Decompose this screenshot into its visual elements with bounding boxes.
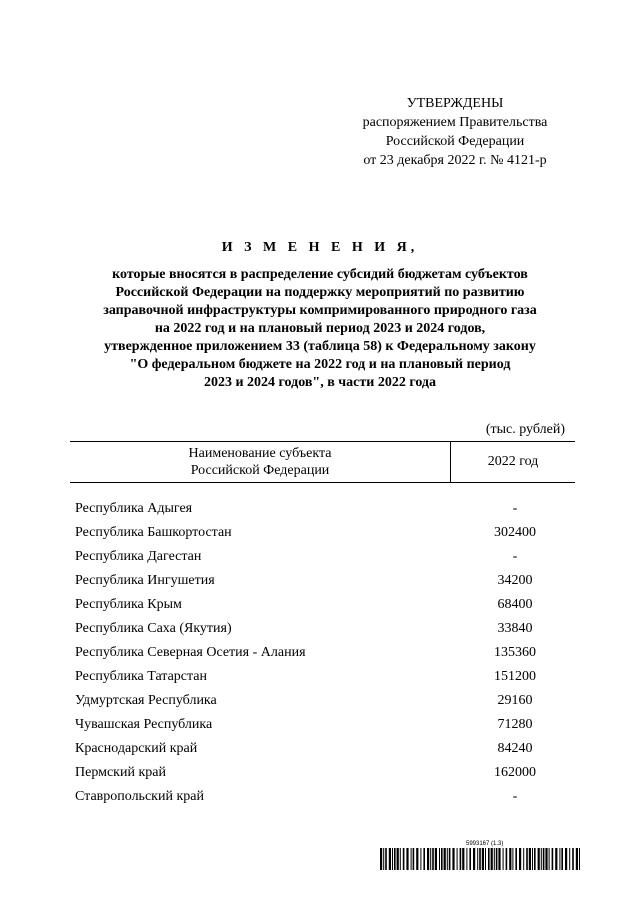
table-row: [75, 545, 575, 569]
region-name: Республика Башкортостан: [75, 525, 232, 540]
table-row: [75, 569, 575, 593]
table-row: [75, 641, 575, 665]
region-value: 33840: [497, 621, 533, 636]
approval-line-2: Российской Федерации: [385, 134, 525, 149]
region-value: 162000: [494, 765, 536, 780]
table-row: [75, 761, 575, 785]
subtitle-line: утвержденное приложением 33 (таблица 58) к Федеральному закону: [104, 339, 536, 354]
table-row: [75, 497, 575, 521]
region-name: Республика Татарстан: [75, 669, 208, 684]
region-value: 84240: [497, 741, 533, 756]
barcode: [380, 840, 580, 875]
column-header-name-line-1: Наименование субъекта: [188, 446, 332, 461]
table-row: [75, 593, 575, 617]
region-name: Республика Дагестан: [75, 549, 202, 564]
region-value: -: [512, 501, 518, 516]
region-value: 29160: [497, 693, 533, 708]
column-header-year: 2022 год: [450, 442, 575, 482]
region-value: 151200: [494, 669, 536, 684]
document-subtitle: [70, 266, 570, 392]
region-value: -: [512, 549, 518, 564]
table-body: [75, 497, 575, 809]
subtitle-line: заправочной инфраструктуры компримированного природного газа: [103, 303, 537, 318]
column-header-name: [70, 442, 450, 482]
subtitle-line: на 2022 год и на плановый период 2023 и 2024 годов,: [154, 321, 486, 336]
approval-line-3: от 23 декабря 2022 г. № 4121-р: [363, 153, 547, 168]
region-value: 135360: [494, 645, 536, 660]
table-row: [75, 785, 575, 809]
region-name: Краснодарский край: [75, 741, 198, 756]
region-name: Удмуртская Республика: [75, 693, 217, 708]
barcode-number: 5993167 (1.3): [466, 841, 504, 847]
region-name: Республика Крым: [75, 597, 182, 612]
region-name: Республика Ингушетия: [75, 573, 215, 588]
approval-block: [330, 94, 580, 170]
region-value: 71280: [497, 717, 533, 732]
subtitle-line: Российской Федерации на поддержку мероприятий по развитию: [115, 285, 525, 300]
table-row: [75, 665, 575, 689]
region-name: Республика Адыгея: [75, 501, 193, 516]
document-title: И З М Е Н Е Н И Я,: [221, 240, 419, 255]
table-row: [75, 617, 575, 641]
region-name: Чувашская Республика: [75, 717, 213, 732]
subtitle-line: "О федеральном бюджете на 2022 год и на плановый период: [129, 357, 511, 372]
table-row: [75, 521, 575, 545]
region-name: Пермский край: [75, 765, 166, 780]
subtitle-line: 2023 и 2024 годов", в части 2022 года: [203, 375, 437, 390]
region-name: Ставропольский край: [75, 789, 204, 804]
document-heading: [70, 240, 570, 392]
table-row: [75, 689, 575, 713]
table-row: [75, 713, 575, 737]
region-value: -: [512, 789, 518, 804]
subtitle-line: которые вносятся в распределение субсидий бюджетам субъектов: [112, 267, 528, 282]
region-value: 68400: [497, 597, 533, 612]
approval-line-1: распоряжением Правительства: [362, 115, 548, 130]
region-value: 302400: [494, 525, 536, 540]
region-name: Республика Саха (Якутия): [75, 621, 232, 636]
units-label: (тыс. рублей): [485, 422, 565, 437]
table-row: [75, 737, 575, 761]
region-value: 34200: [497, 573, 533, 588]
region-name: Республика Северная Осетия - Алания: [75, 645, 306, 660]
approval-title: УТВЕРЖДЕНЫ: [406, 96, 504, 111]
barcode-bars-icon: [380, 848, 580, 870]
column-header-name-line-2: Российской Федерации: [190, 463, 330, 478]
table-header: [70, 441, 575, 483]
